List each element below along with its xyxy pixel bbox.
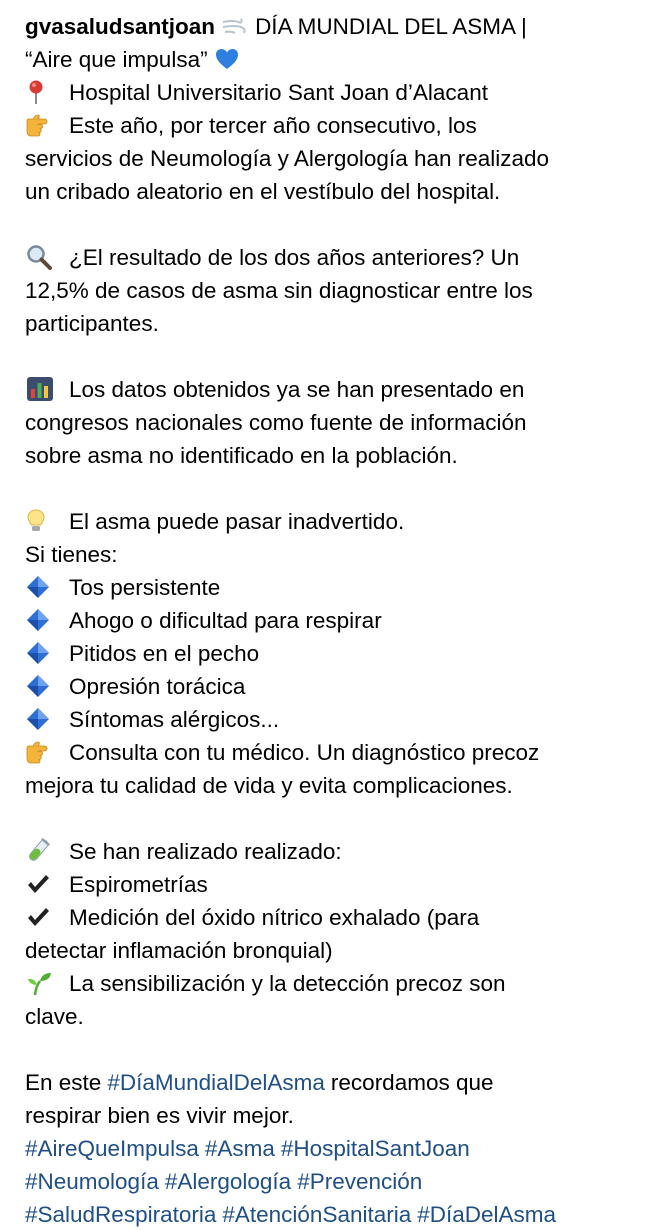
symptom-list-item — [25, 637, 635, 670]
caption-line-hashtags-2 — [25, 1165, 635, 1198]
caption-line-key-2 — [25, 1000, 635, 1033]
caption-line-hospital — [25, 76, 635, 109]
blue-diamond-icon — [25, 607, 55, 633]
closing-text-post: recordamos que — [330, 1070, 494, 1095]
hashtag-link[interactable]: #DíaDelAsma — [417, 1202, 557, 1227]
test-1-text: Espirometrías — [69, 872, 208, 897]
hashtag-link[interactable]: #Neumología — [25, 1169, 159, 1194]
symptom-list-item — [25, 703, 635, 736]
post-subtitle-text: “Aire que impulsa” — [25, 47, 208, 72]
blue-diamond-icon — [25, 673, 55, 699]
caption-line-result-2 — [25, 274, 635, 307]
post-title-text: DÍA MUNDIAL DEL ASMA | — [255, 14, 527, 39]
bar-chart-icon — [25, 376, 55, 402]
blue-diamond-icon — [25, 574, 55, 600]
magnifying-glass-icon — [25, 244, 55, 270]
caption-line-key-1 — [25, 967, 635, 1000]
check-mark-icon — [25, 904, 55, 930]
intro-text-line-2: servicios de Neumología y Alergología han realizado — [25, 146, 550, 171]
caption-line-result-1 — [25, 241, 635, 274]
wind-face-icon — [221, 13, 247, 39]
blank-line — [25, 802, 635, 835]
caption-line-result-3 — [25, 307, 635, 340]
hashtag-link[interactable]: #Asma — [204, 1136, 275, 1161]
check-mark-icon — [25, 871, 55, 897]
result-text-line-3: participantes. — [25, 311, 159, 336]
consult-text-line-2: mejora tu calidad de vida y evita complicaciones. — [25, 773, 513, 798]
caption-line-intro-2 — [25, 142, 635, 175]
hashtag-link[interactable]: #AireQueImpulsa — [25, 1136, 199, 1161]
caption-line-test-1 — [25, 868, 635, 901]
blank-line — [25, 472, 635, 505]
caption-line-data-2 — [25, 406, 635, 439]
hashtag-link[interactable]: #AtenciónSanitaria — [222, 1202, 412, 1227]
symptom-text: Síntomas alérgicos... — [69, 707, 280, 732]
intro-text-line-3: un cribado aleatorio en el vestíbulo del hospital. — [25, 179, 501, 204]
key-text-line-1: La sensibilización y la detección precoz son — [69, 971, 506, 996]
closing-text-pre: En este — [25, 1070, 102, 1095]
tests-title-text: Se han realizado realizado: — [69, 839, 342, 864]
caption-line-subtitle — [25, 43, 635, 76]
test-tube-icon — [25, 838, 55, 864]
hint-text: El asma puede pasar inadvertido. — [69, 509, 405, 534]
symptom-text: Pitidos en el pecho — [69, 641, 260, 666]
caption-line-tests-title — [25, 835, 635, 868]
blank-line — [25, 1033, 635, 1066]
caption-line-if-you-have — [25, 538, 635, 571]
symptom-text: Opresión torácica — [69, 674, 246, 699]
blank-line — [25, 340, 635, 373]
caption-line-consult-2 — [25, 769, 635, 802]
caption-line-intro-1 — [25, 109, 635, 142]
data-text-line-2: congresos nacionales como fuente de información — [25, 410, 527, 435]
symptom-list-item — [25, 571, 635, 604]
instagram-post-caption — [25, 10, 635, 1231]
pointing-right-hand-icon — [25, 112, 55, 138]
caption-line-header — [25, 10, 635, 43]
caption-line-hashtags-1 — [25, 1132, 635, 1165]
hashtag-link[interactable]: #Alergología — [164, 1169, 292, 1194]
blue-diamond-icon — [25, 640, 55, 666]
caption-line-intro-3 — [25, 175, 635, 208]
caption-line-data-3 — [25, 439, 635, 472]
hashtag-link[interactable]: #HospitalSantJoan — [280, 1136, 470, 1161]
test-2-text-line-1: Medición del óxido nítrico exhalado (para — [69, 905, 480, 930]
blue-heart-icon — [214, 46, 240, 72]
symptom-list-item — [25, 670, 635, 703]
blue-diamond-icon — [25, 706, 55, 732]
seedling-icon — [25, 970, 55, 996]
hashtag-link[interactable]: #SaludRespiratoria — [25, 1202, 217, 1227]
data-text-line-3: sobre asma no identificado en la población. — [25, 443, 458, 468]
key-text-line-2: clave. — [25, 1004, 84, 1029]
hashtag-link[interactable]: #DíaMundialDelAsma — [107, 1070, 325, 1095]
hospital-name-text: Hospital Universitario Sant Joan d’Alacant — [69, 80, 488, 105]
pointing-right-hand-icon — [25, 739, 55, 765]
blank-line — [25, 208, 635, 241]
if-you-have-text: Si tienes: — [25, 542, 118, 567]
caption-line-test-2 — [25, 901, 635, 934]
caption-line-closing-2 — [25, 1099, 635, 1132]
symptom-text: Tos persistente — [69, 575, 221, 600]
intro-text-line-1: Este año, por tercer año consecutivo, los — [69, 113, 477, 138]
hashtag-link[interactable]: #Prevención — [297, 1169, 423, 1194]
symptom-text: Ahogo o dificultad para respirar — [69, 608, 382, 633]
symptom-list-item — [25, 604, 635, 637]
closing-text-line-2: respirar bien es vivir mejor. — [25, 1103, 294, 1128]
caption-line-data-1 — [25, 373, 635, 406]
caption-line-hint — [25, 505, 635, 538]
light-bulb-icon — [25, 508, 55, 534]
result-text-line-2: 12,5% de casos de asma sin diagnosticar entre los — [25, 278, 533, 303]
username-link[interactable]: gvasaludsantjoan — [25, 14, 216, 39]
caption-line-test-2-cont — [25, 934, 635, 967]
test-2-text-line-2: detectar inflamación bronquial) — [25, 938, 333, 963]
caption-line-hashtags-3 — [25, 1198, 635, 1231]
consult-text-line-1: Consulta con tu médico. Un diagnóstico precoz — [69, 740, 540, 765]
result-text-line-1: ¿El resultado de los dos años anteriores? Un — [69, 245, 520, 270]
round-pushpin-icon — [25, 79, 55, 105]
data-text-line-1: Los datos obtenidos ya se han presentado en — [69, 377, 525, 402]
caption-line-closing-1 — [25, 1066, 635, 1099]
caption-line-consult-1 — [25, 736, 635, 769]
